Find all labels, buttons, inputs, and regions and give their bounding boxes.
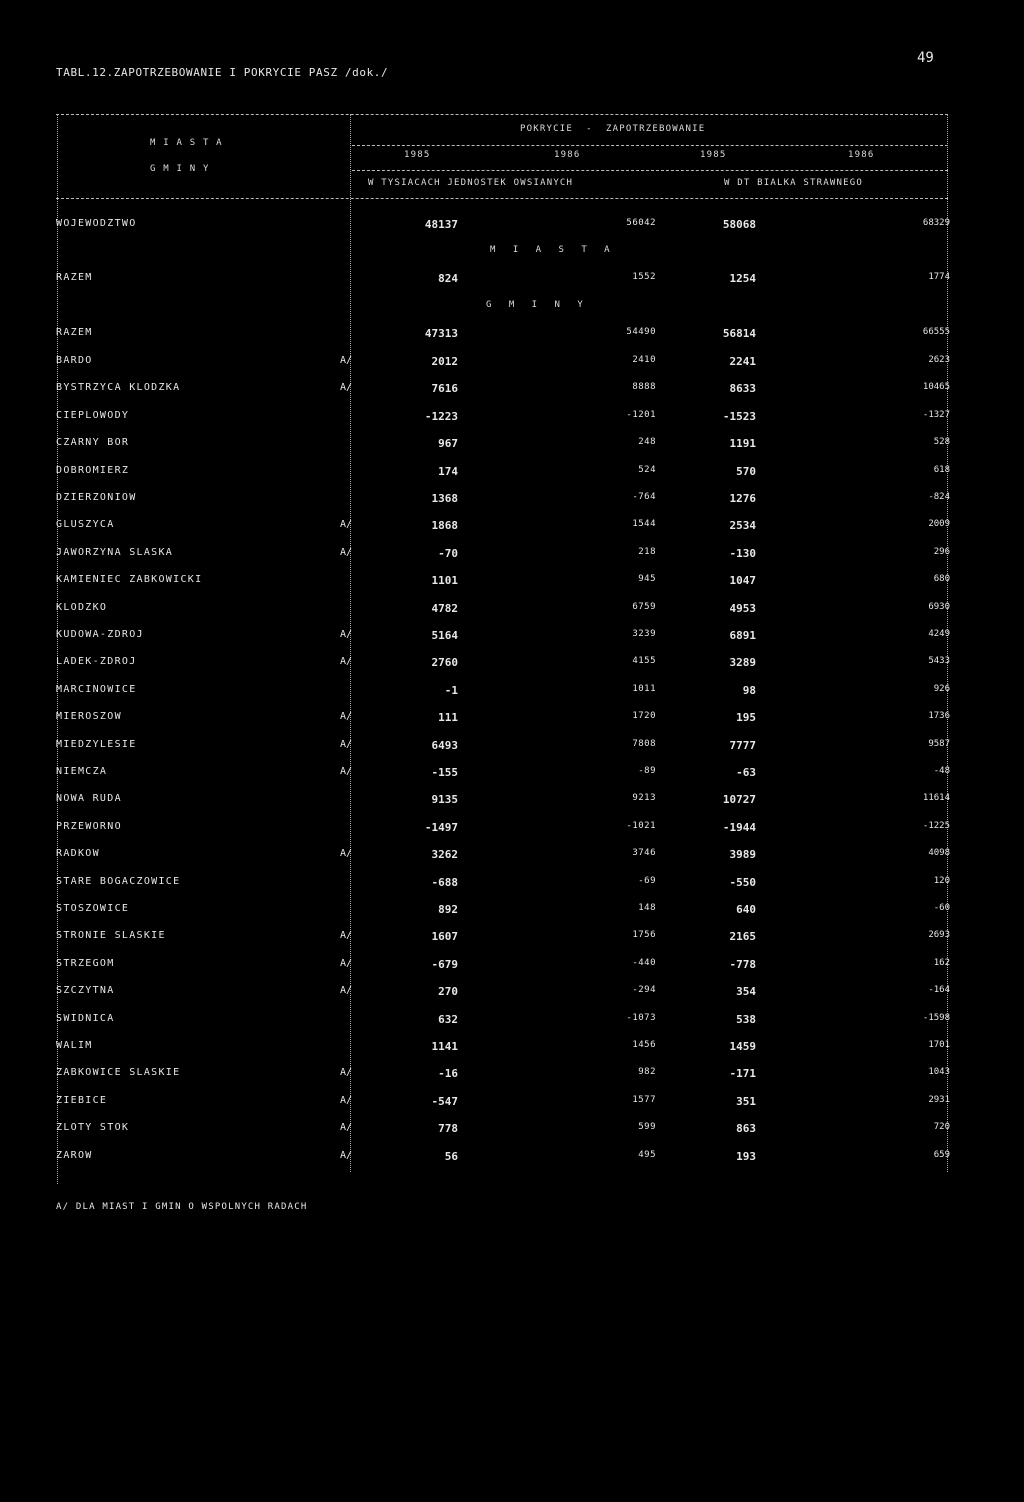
cell-v2: -764 — [632, 492, 656, 502]
table-row — [56, 410, 956, 424]
cell-v4: 618 — [933, 465, 950, 475]
cell-name: STOSZOWICE — [56, 903, 130, 914]
cell-v1: 6493 — [431, 739, 458, 752]
cell-v1: 4782 — [431, 602, 458, 615]
cell-v3: 193 — [736, 1150, 756, 1163]
cell-name: BYSTRZYCA KLODZKA — [56, 382, 181, 393]
header-inner-rule-2 — [352, 170, 948, 171]
cell-v1: 892 — [438, 903, 458, 916]
cell-mark: A/ — [339, 547, 352, 558]
cell-name: NIEMCZA — [56, 766, 108, 777]
cell-v3: 640 — [736, 903, 756, 916]
cell-v2: 3239 — [632, 629, 656, 639]
cell-name: MIEROSZOW — [56, 711, 122, 722]
cell-v3: 570 — [736, 465, 756, 478]
table-row — [56, 547, 956, 561]
cell-mark: A/ — [339, 930, 352, 941]
cell-name: KAMIENIEC ZABKOWICKI — [56, 574, 203, 585]
cell-v2: 1552 — [632, 272, 656, 282]
cell-v1: 7616 — [431, 382, 458, 395]
cell-v2: -1021 — [626, 821, 656, 831]
table-row — [56, 903, 956, 917]
cell-v1: -1223 — [424, 410, 458, 423]
table-row — [56, 848, 956, 862]
header-cities-label: M I A S T A — [150, 138, 223, 148]
cell-v4: 296 — [933, 547, 950, 557]
cell-v1: 632 — [438, 1013, 458, 1026]
cell-v3: -550 — [729, 876, 756, 889]
cell-v1: 5164 — [431, 629, 458, 642]
table-row — [56, 766, 956, 780]
cell-v2: 248 — [638, 437, 656, 447]
cell-v1: 1368 — [431, 492, 458, 505]
cell-v4: 1736 — [928, 711, 950, 721]
cell-name: WOJEWODZTWO — [56, 218, 137, 229]
cell-v2: -69 — [638, 876, 656, 886]
cell-mark: A/ — [339, 1095, 352, 1106]
cell-name: NOWA RUDA — [56, 793, 122, 804]
table-row — [56, 711, 956, 725]
cell-v1: -547 — [431, 1095, 458, 1108]
cell-v2: 2410 — [632, 355, 656, 365]
header-unit-oats: W TYSIACACH JEDNOSTEK OWSIANYCH — [368, 178, 574, 188]
cell-v1: 270 — [438, 985, 458, 998]
cell-v4: 162 — [933, 958, 950, 968]
cell-v3: 6891 — [729, 629, 756, 642]
cell-v1: 2760 — [431, 656, 458, 669]
cell-v1: 2012 — [431, 355, 458, 368]
cell-v2: 9213 — [632, 793, 656, 803]
header-unit-protein: W DT BIALKA STRAWNEGO — [724, 178, 863, 188]
cell-v3: 1047 — [729, 574, 756, 587]
table-row — [56, 958, 956, 972]
cell-mark: A/ — [339, 711, 352, 722]
cell-name: ZAROW — [56, 1150, 93, 1161]
header-inner-rule — [352, 145, 948, 146]
cell-v3: 58068 — [722, 218, 756, 231]
cell-name: KLODZKO — [56, 602, 108, 613]
cell-v4: 1774 — [928, 272, 950, 282]
cell-v2: 495 — [638, 1150, 656, 1160]
cell-v4: -1225 — [922, 821, 950, 831]
cell-v3: 1459 — [729, 1040, 756, 1053]
cell-mark: A/ — [339, 629, 352, 640]
cell-v4: -48 — [933, 766, 950, 776]
cell-v4: 5433 — [928, 656, 950, 666]
section-cities-label: M I A S T A — [490, 245, 616, 255]
cell-v2: 54490 — [626, 327, 656, 337]
cell-v4: -164 — [928, 985, 950, 995]
cell-v4: 1043 — [928, 1067, 950, 1077]
cell-v3: -1523 — [722, 410, 756, 423]
cell-v2: 7808 — [632, 739, 656, 749]
cell-v4: 2009 — [928, 519, 950, 529]
cell-v4: 66555 — [922, 327, 950, 337]
cell-name: RAZEM — [56, 327, 93, 338]
cell-v3: 354 — [736, 985, 756, 998]
cell-v3: 56814 — [722, 327, 756, 340]
cell-mark: A/ — [339, 355, 352, 366]
top-rule — [56, 114, 948, 115]
cell-v2: 599 — [638, 1122, 656, 1132]
cell-v2: 1720 — [632, 711, 656, 721]
cell-v3: 1191 — [729, 437, 756, 450]
header-group-label: POKRYCIE - ZAPOTRZEBOWANIE — [520, 124, 706, 134]
table-row — [56, 519, 956, 533]
cell-v3: 10727 — [722, 793, 756, 806]
cell-v1: -688 — [431, 876, 458, 889]
cell-v3: 7777 — [729, 739, 756, 752]
cell-v2: 3746 — [632, 848, 656, 858]
cell-name: ZABKOWICE SLASKIE — [56, 1067, 181, 1078]
cell-v1: -70 — [438, 547, 458, 560]
footnote: A/ DLA MIAST I GMIN O WSPOLNYCH RADACH — [56, 1202, 308, 1212]
cell-v1: 778 — [438, 1122, 458, 1135]
cell-mark: A/ — [339, 958, 352, 969]
cell-v4: 2931 — [928, 1095, 950, 1105]
table-row — [56, 985, 956, 999]
table-row — [56, 1150, 956, 1164]
cell-name: SWIDNICA — [56, 1013, 115, 1024]
cell-v2: 1577 — [632, 1095, 656, 1105]
cell-v1: 3262 — [431, 848, 458, 861]
cell-v1: 1607 — [431, 930, 458, 943]
cell-v4: 68329 — [922, 218, 950, 228]
cell-mark: A/ — [339, 848, 352, 859]
table-row — [56, 465, 956, 479]
table-row — [56, 930, 956, 944]
cell-name: CZARNY BOR — [56, 437, 130, 448]
cell-v3: 2241 — [729, 355, 756, 368]
cell-v4: 10465 — [922, 382, 950, 392]
cell-v2: 524 — [638, 465, 656, 475]
table-row — [56, 876, 956, 890]
section-gminas-label: G M I N Y — [486, 300, 589, 310]
header-year-1: 1985 — [404, 150, 431, 160]
cell-mark: A/ — [339, 519, 352, 530]
cell-v3: -63 — [736, 766, 756, 779]
cell-v2: 1544 — [632, 519, 656, 529]
cell-v2: 982 — [638, 1067, 656, 1077]
cell-name: RADKOW — [56, 848, 100, 859]
cell-v4: 120 — [933, 876, 950, 886]
cell-v1: -1 — [444, 684, 458, 697]
header-year-4: 1986 — [848, 150, 875, 160]
cell-v1: -1497 — [424, 821, 458, 834]
cell-v1: -155 — [431, 766, 458, 779]
cell-name: BARDO — [56, 355, 93, 366]
cell-name: CIEPLOWODY — [56, 410, 130, 421]
cell-v3: 863 — [736, 1122, 756, 1135]
cell-name: STRZEGOM — [56, 958, 115, 969]
cell-v4: 659 — [933, 1150, 950, 1160]
cell-v4: -1598 — [922, 1013, 950, 1023]
table-row — [56, 1095, 956, 1109]
cell-v2: -89 — [638, 766, 656, 776]
cell-name: MIEDZYLESIE — [56, 739, 137, 750]
table-row — [56, 382, 956, 396]
table-row — [56, 1040, 956, 1054]
cell-mark: A/ — [339, 656, 352, 667]
table-row — [56, 1067, 956, 1081]
table-row — [56, 821, 956, 835]
cell-v3: 3989 — [729, 848, 756, 861]
cell-v3: 2165 — [729, 930, 756, 943]
cell-v4: -60 — [933, 903, 950, 913]
cell-name: WALIM — [56, 1040, 93, 1051]
cell-v4: 1701 — [928, 1040, 950, 1050]
cell-name: GLUSZYCA — [56, 519, 115, 530]
cell-v2: 8888 — [632, 382, 656, 392]
cell-v4: 4249 — [928, 629, 950, 639]
cell-v3: -130 — [729, 547, 756, 560]
cell-mark: A/ — [339, 1122, 352, 1133]
cell-v4: -824 — [928, 492, 950, 502]
table-row — [56, 1122, 956, 1136]
cell-name: JAWORZYNA SLASKA — [56, 547, 174, 558]
cell-v3: 8633 — [729, 382, 756, 395]
cell-v4: -1327 — [922, 410, 950, 420]
header-year-2: 1986 — [554, 150, 581, 160]
cell-v2: 6759 — [632, 602, 656, 612]
cell-name: ZIEBICE — [56, 1095, 108, 1106]
cell-v3: 538 — [736, 1013, 756, 1026]
cell-v4: 720 — [933, 1122, 950, 1132]
cell-v2: -1201 — [626, 410, 656, 420]
cell-mark: A/ — [339, 382, 352, 393]
table-row — [56, 327, 956, 341]
cell-v4: 11614 — [922, 793, 950, 803]
table-row — [56, 272, 956, 286]
cell-v1: 47313 — [424, 327, 458, 340]
cell-v3: 2534 — [729, 519, 756, 532]
table-row — [56, 602, 956, 616]
cell-mark: A/ — [339, 1067, 352, 1078]
cell-name: DOBROMIERZ — [56, 465, 130, 476]
cell-v2: 1456 — [632, 1040, 656, 1050]
cell-v1: 1141 — [431, 1040, 458, 1053]
page-number: 49 — [917, 50, 934, 66]
cell-v1: -16 — [438, 1067, 458, 1080]
cell-name: KUDOWA-ZDROJ — [56, 629, 144, 640]
cell-v4: 2623 — [928, 355, 950, 365]
table-row — [56, 739, 956, 753]
cell-v4: 4098 — [928, 848, 950, 858]
cell-v2: 148 — [638, 903, 656, 913]
cell-name: PRZEWORNO — [56, 821, 122, 832]
cell-v4: 528 — [933, 437, 950, 447]
cell-v2: 1011 — [632, 684, 656, 694]
cell-v3: 3289 — [729, 656, 756, 669]
cell-v1: 174 — [438, 465, 458, 478]
cell-v2: -294 — [632, 985, 656, 995]
table-row — [56, 492, 956, 506]
cell-name: LADEK-ZDROJ — [56, 656, 137, 667]
cell-name: SZCZYTNA — [56, 985, 115, 996]
cell-name: MARCINOWICE — [56, 684, 137, 695]
table-row — [56, 574, 956, 588]
cell-v1: 111 — [438, 711, 458, 724]
cell-v4: 9587 — [928, 739, 950, 749]
cell-v1: 9135 — [431, 793, 458, 806]
cell-name: STARE BOGACZOWICE — [56, 876, 181, 887]
cell-v1: 824 — [438, 272, 458, 285]
table-row — [56, 684, 956, 698]
table-row — [56, 656, 956, 670]
cell-mark: A/ — [339, 739, 352, 750]
cell-v3: 351 — [736, 1095, 756, 1108]
cell-v2: 218 — [638, 547, 656, 557]
header-bottom-rule — [56, 198, 948, 199]
table-row — [56, 355, 956, 369]
cell-v2: -440 — [632, 958, 656, 968]
cell-v1: 56 — [444, 1150, 458, 1163]
cell-v2: 945 — [638, 574, 656, 584]
cell-name: DZIERZONIOW — [56, 492, 137, 503]
cell-v2: 1756 — [632, 930, 656, 940]
cell-v3: 1254 — [729, 272, 756, 285]
cell-v1: 967 — [438, 437, 458, 450]
table-row — [56, 793, 956, 807]
cell-v1: 1101 — [431, 574, 458, 587]
cell-v4: 2693 — [928, 930, 950, 940]
cell-name: RAZEM — [56, 272, 93, 283]
table-row — [56, 437, 956, 451]
table-row — [56, 629, 956, 643]
cell-v1: 48137 — [424, 218, 458, 231]
cell-v2: -1073 — [626, 1013, 656, 1023]
cell-v4: 680 — [933, 574, 950, 584]
cell-mark: A/ — [339, 766, 352, 777]
cell-v3: 195 — [736, 711, 756, 724]
cell-v3: -778 — [729, 958, 756, 971]
cell-v3: 1276 — [729, 492, 756, 505]
cell-v3: -1944 — [722, 821, 756, 834]
cell-v2: 4155 — [632, 656, 656, 666]
cell-name: STRONIE SLASKIE — [56, 930, 166, 941]
cell-v4: 6930 — [928, 602, 950, 612]
cell-v2: 56042 — [626, 218, 656, 228]
header-year-3: 1985 — [700, 150, 727, 160]
cell-v4: 926 — [933, 684, 950, 694]
cell-mark: A/ — [339, 1150, 352, 1161]
header-gminas-label: G M I N Y — [150, 164, 210, 174]
cell-mark: A/ — [339, 985, 352, 996]
table-title: TABL.12.ZAPOTRZEBOWANIE I POKRYCIE PASZ /dok./ — [56, 66, 389, 79]
cell-name: ZLOTY STOK — [56, 1122, 130, 1133]
table-row — [56, 218, 956, 232]
cell-v3: 98 — [742, 684, 756, 697]
cell-v1: 1868 — [431, 519, 458, 532]
cell-v1: -679 — [431, 958, 458, 971]
cell-v3: 4953 — [729, 602, 756, 615]
table-row — [56, 1013, 956, 1027]
cell-v3: -171 — [729, 1067, 756, 1080]
